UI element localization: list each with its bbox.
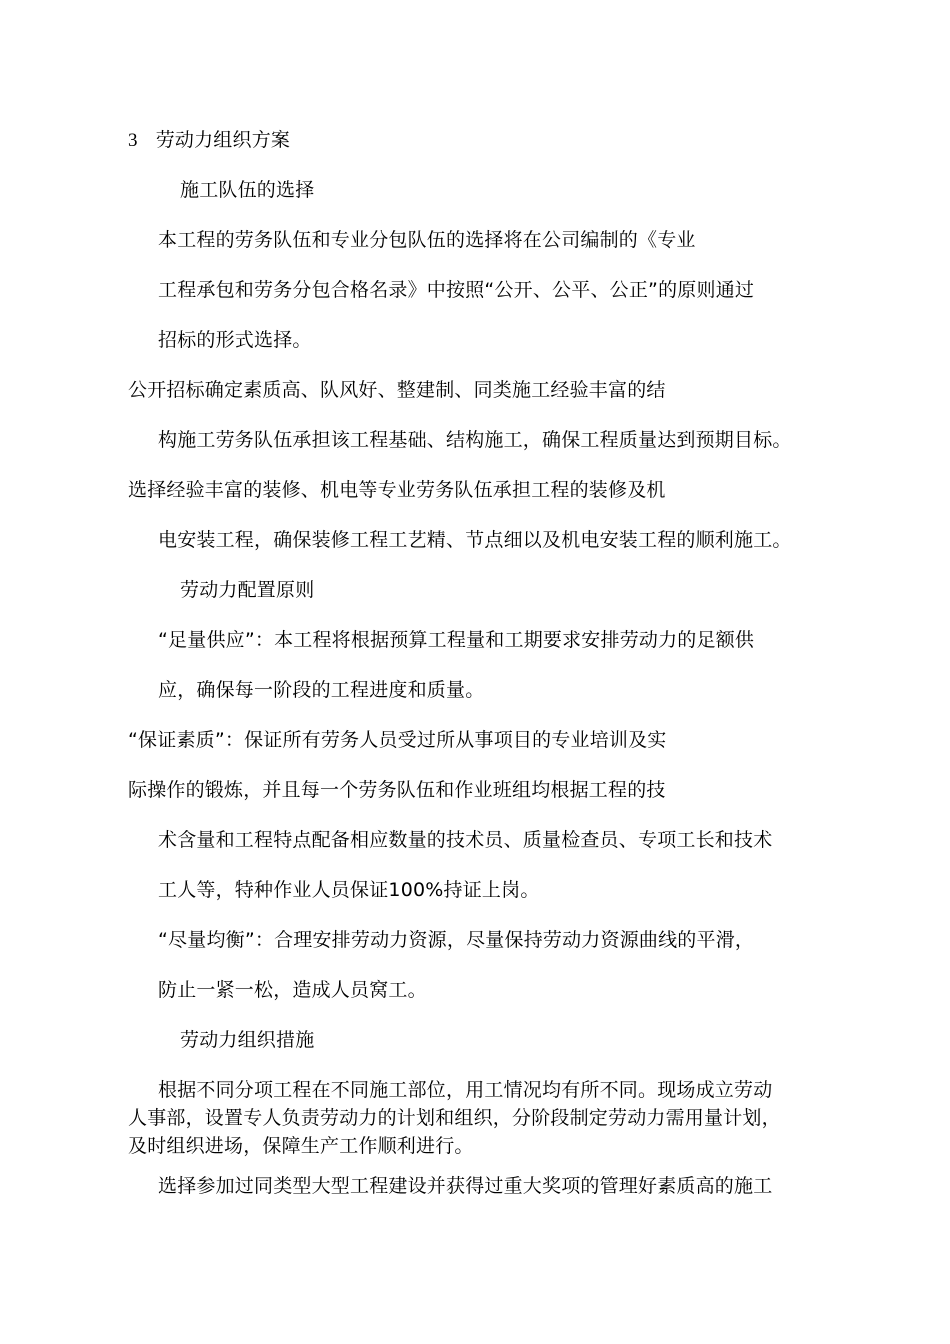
text-line: 选择经验丰富的装修、机电等专业劳务队伍承担工程的装修及机 [128,479,666,501]
text-line: “保证素质”：保证所有劳务人员受过所从事项目的专业培训及实 [128,729,667,751]
subheading-team-selection: 施工队伍的选择 [180,179,315,201]
text-line: 工程承包和劳务分包合格名录》中按照“公开、公平、公正”的原则通过 [158,279,755,301]
text-line: 人事部，设置专人负责劳动力的计划和组织，分阶段制定劳动力需用量计划， [128,1107,781,1129]
text-line: 招标的形式选择。 [158,329,312,351]
text-line: 构施工劳务队伍承担该工程基础、结构施工，确保工程质量达到预期目标。 [158,429,792,451]
text-line: 电安装工程，确保装修工程工艺精、节点细以及机电安装工程的顺利施工。 [158,529,792,551]
text-line: 术含量和工程特点配备相应数量的技术员、质量检查员、专项工长和技术 [158,829,773,851]
text-line: 选择参加过同类型大型工程建设并获得过重大奖项的管理好素质高的施工 [158,1175,773,1197]
subheading-principles: 劳动力配置原则 [180,579,315,601]
text-line: “尽量均衡”：合理安排劳动力资源，尽量保持劳动力资源曲线的平滑， [158,929,755,951]
section-title: 劳动力组织方案 [155,129,291,151]
text-line: 工人等，特种作业人员保证100%持证上岗。 [158,879,540,901]
section-number: 3 [128,130,138,151]
section-heading [128,128,290,153]
text-line: 际操作的锻炼，并且每一个劳务队伍和作业班组均根据工程的技 [128,779,666,801]
subheading-measures: 劳动力组织措施 [180,1029,315,1051]
text-line: 公开招标确定素质高、队风好、整建制、同类施工经验丰富的结 [128,379,666,401]
text-line: 及时组织进场，保障生产工作顺利进行。 [128,1135,474,1157]
text-line: 应，确保每一阶段的工程进度和质量。 [158,679,485,701]
text-line: 防止一紧一松，造成人员窝工。 [158,979,427,1001]
text-line: “足量供应”：本工程将根据预算工程量和工期要求安排劳动力的足额供 [158,629,755,651]
text-line: 本工程的劳务队伍和专业分包队伍的选择将在公司编制的《专业 [158,229,696,251]
text-line: 根据不同分项工程在不同施工部位，用工情况均有所不同。现场成立劳动 [158,1079,773,1101]
